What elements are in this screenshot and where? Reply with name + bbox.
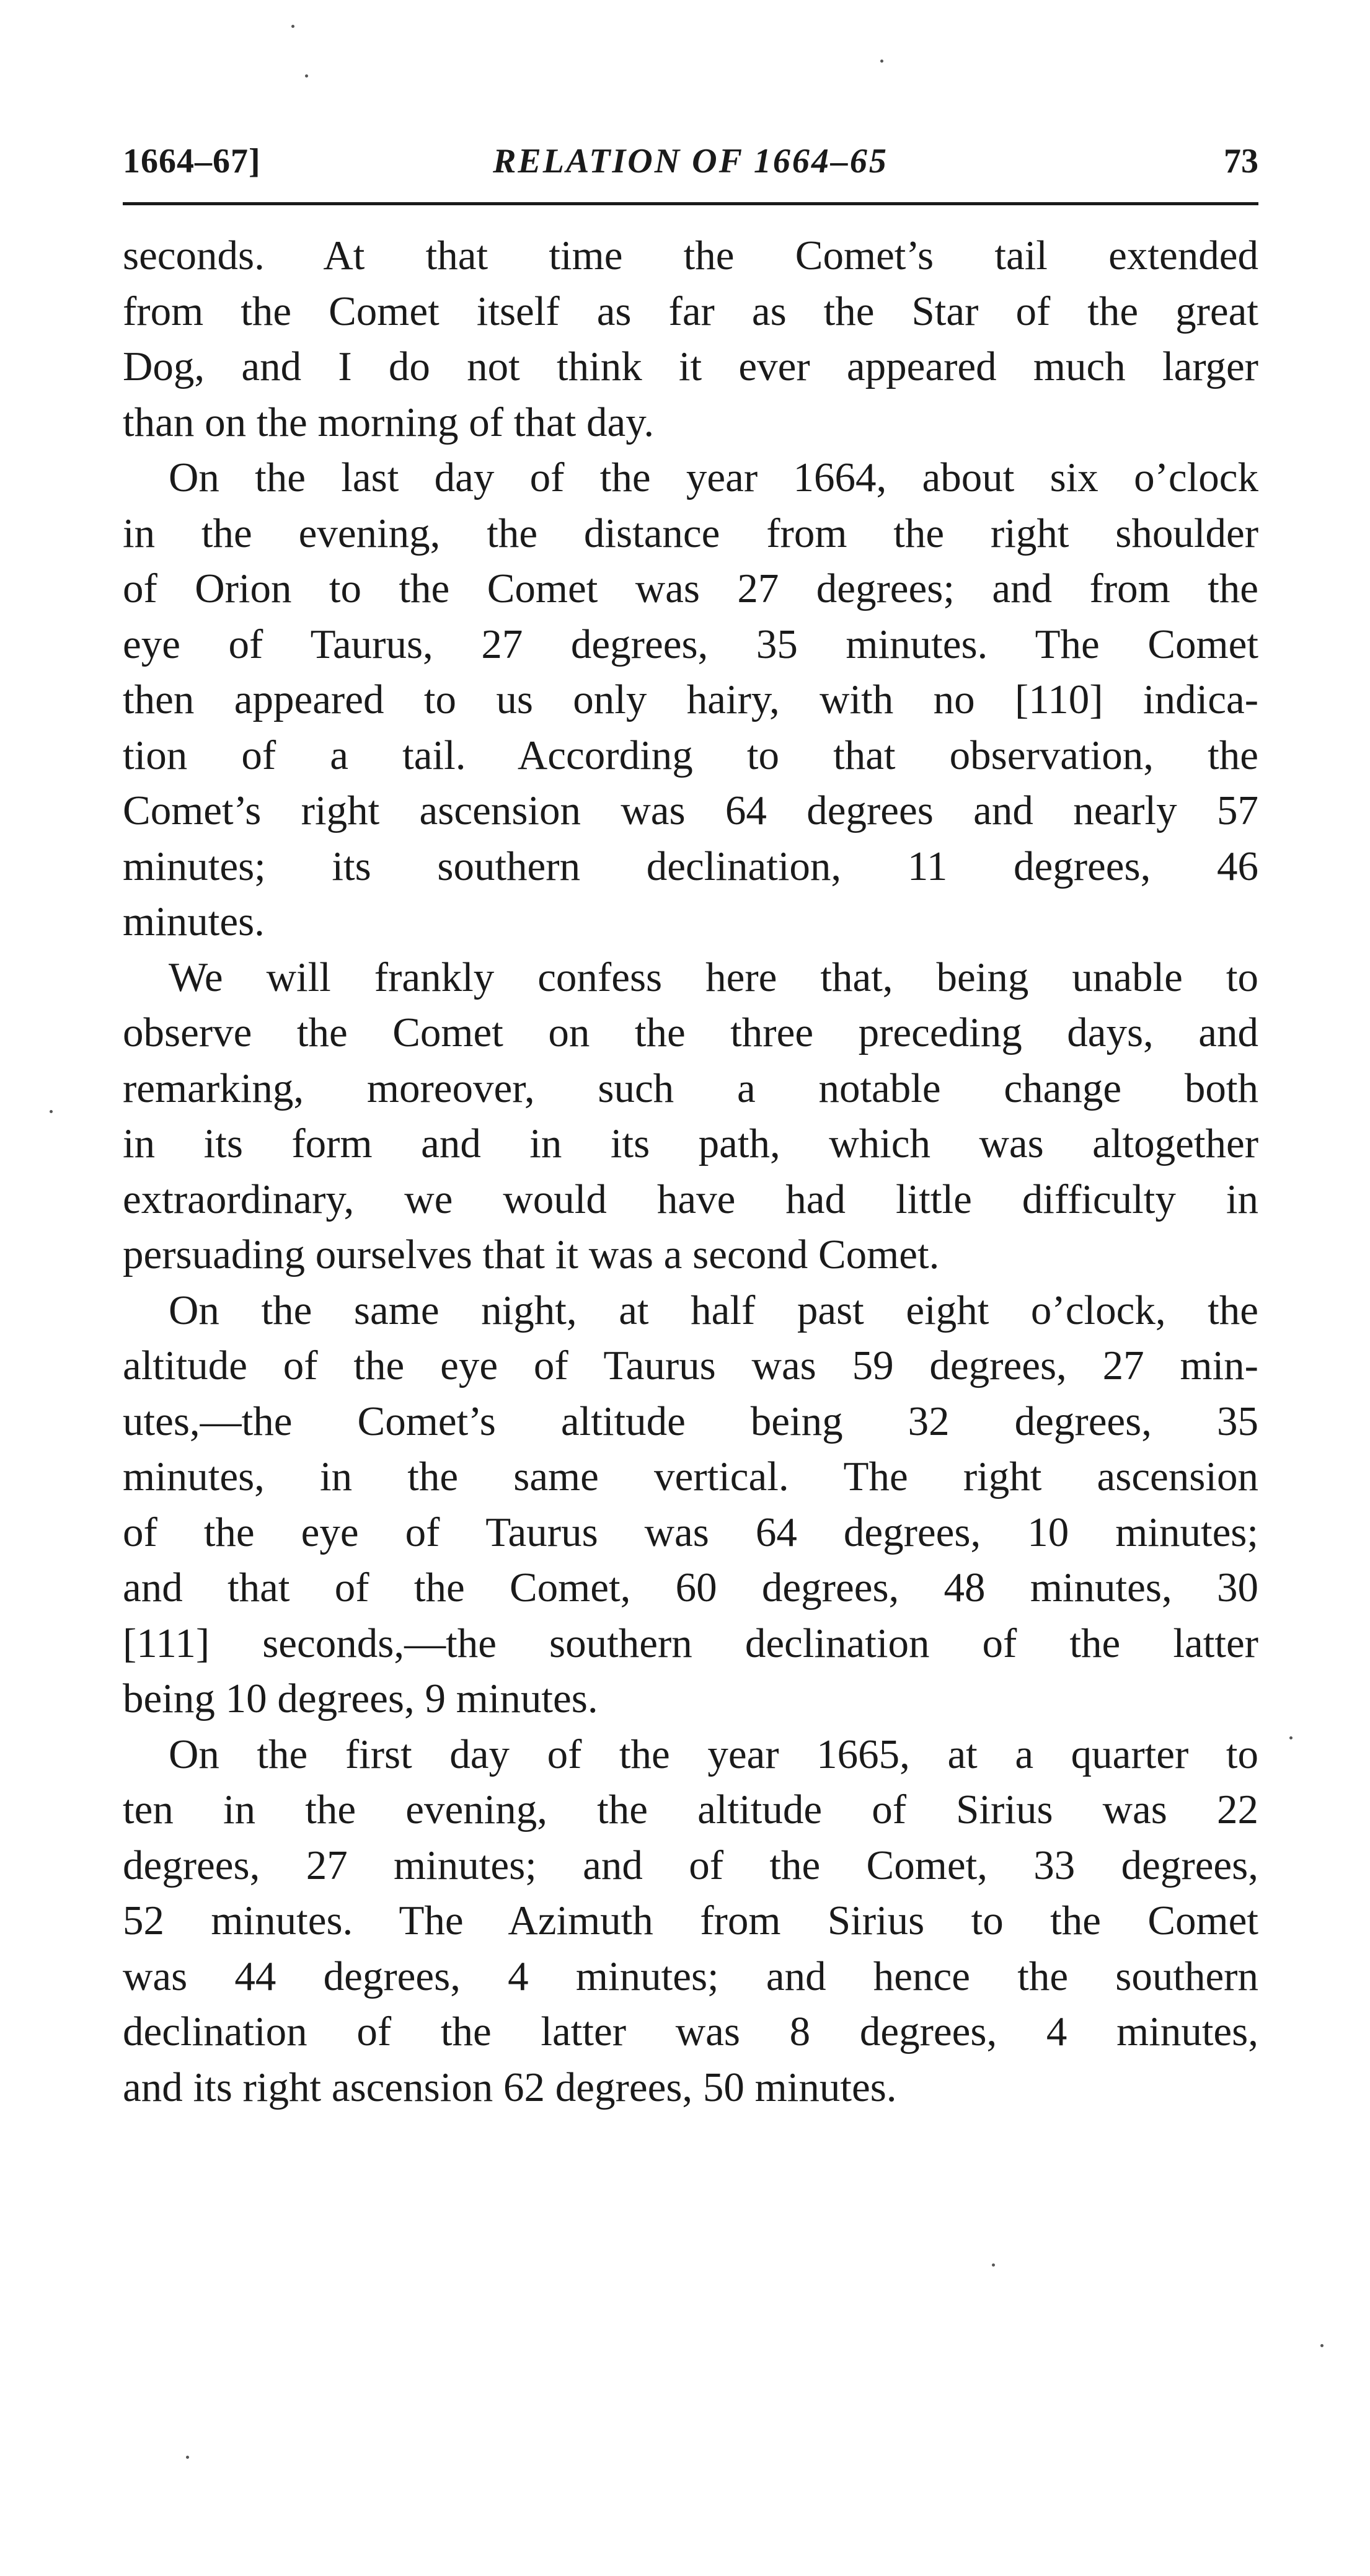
- text-line: persuading ourselves that it was a second Comet.: [123, 1232, 940, 1277]
- page-number: 73: [1224, 142, 1258, 180]
- header-title: RELATION OF 1664–65: [493, 142, 888, 180]
- paragraph-2: [123, 450, 1258, 950]
- scan-speck: [291, 25, 294, 28]
- text-line: was 44 degrees, 4 minutes; and hence the southern: [123, 1953, 1258, 1999]
- text-line: in its form and in its path, which was altogether: [123, 1121, 1258, 1166]
- header-rule: [123, 202, 1258, 205]
- text-line: then appeared to us only hairy, with no [110] indica-: [123, 677, 1258, 722]
- scan-speck: [992, 2263, 995, 2267]
- text-line: We will frankly confess here that, being unable to: [169, 954, 1258, 1000]
- text-line: being 10 degrees, 9 minutes.: [123, 1676, 598, 1721]
- text-line: altitude of the eye of Taurus was 59 degrees, 27 min-: [123, 1343, 1258, 1388]
- text-line: degrees, 27 minutes; and of the Comet, 33 degrees,: [123, 1842, 1258, 1888]
- text-line: in the evening, the distance from the right shoulder: [123, 510, 1258, 556]
- text-line: tion of a tail. According to that observation, the: [123, 732, 1258, 778]
- text-line: On the first day of the year 1665, at a quarter to: [169, 1731, 1258, 1777]
- text-line: minutes, in the same vertical. The right ascension: [123, 1454, 1258, 1499]
- text-line: observe the Comet on the three preceding days, and: [123, 1010, 1258, 1055]
- scan-speck: [1289, 1736, 1293, 1739]
- text-line: minutes; its southern declination, 11 degrees, 46: [123, 843, 1258, 889]
- text-line: extraordinary, we would have had little difficulty in: [123, 1176, 1258, 1222]
- text-line: than on the morning of that day.: [123, 399, 655, 445]
- scan-speck: [1320, 2344, 1324, 2347]
- text-line: and its right ascension 62 degrees, 50 minutes.: [123, 2064, 897, 2110]
- paragraph-4: [123, 1283, 1258, 1727]
- scan-speck: [50, 1110, 53, 1113]
- text-line: of Orion to the Comet was 27 degrees; and from the: [123, 566, 1258, 611]
- paragraph-5: [123, 1727, 1258, 2116]
- text-line: declination of the latter was 8 degrees, 4 minutes,: [123, 2009, 1258, 2054]
- text-line: from the Comet itself as far as the Star of the great: [123, 288, 1258, 334]
- scan-speck: [880, 60, 883, 63]
- text-line: utes,—the Comet’s altitude being 32 degrees, 35: [123, 1398, 1258, 1444]
- text-line: On the same night, at half past eight o’clock, the: [169, 1287, 1258, 1333]
- text-line: 52 minutes. The Azimuth from Sirius to the Comet: [123, 1898, 1258, 1943]
- scan-speck: [305, 74, 308, 78]
- text-line: of the eye of Taurus was 64 degrees, 10 minutes;: [123, 1509, 1258, 1555]
- text-line: ten in the evening, the altitude of Sirius was 22: [123, 1787, 1258, 1832]
- text-line: Dog, and I do not think it ever appeared much larger: [123, 344, 1258, 389]
- paragraph-3: [123, 950, 1258, 1283]
- text-line: eye of Taurus, 27 degrees, 35 minutes. The Comet: [123, 621, 1258, 667]
- scan-speck: [186, 2456, 189, 2459]
- text-line: minutes.: [123, 899, 265, 944]
- text-line: and that of the Comet, 60 degrees, 48 minutes, 30: [123, 1565, 1258, 1610]
- text-line: seconds. At that time the Comet’s tail extended: [123, 233, 1258, 278]
- body-text: [123, 228, 1258, 2115]
- text-line: Comet’s right ascension was 64 degrees and nearly 57: [123, 788, 1258, 833]
- text-line: On the last day of the year 1664, about six o’clock: [169, 455, 1258, 500]
- text-line: [111] seconds,—the southern declination of the latter: [123, 1620, 1258, 1666]
- paragraph-1: [123, 228, 1258, 450]
- header-year-range: 1664–67]: [123, 142, 261, 180]
- text-line: remarking, moreover, such a notable change both: [123, 1065, 1258, 1111]
- running-header: [123, 138, 1258, 193]
